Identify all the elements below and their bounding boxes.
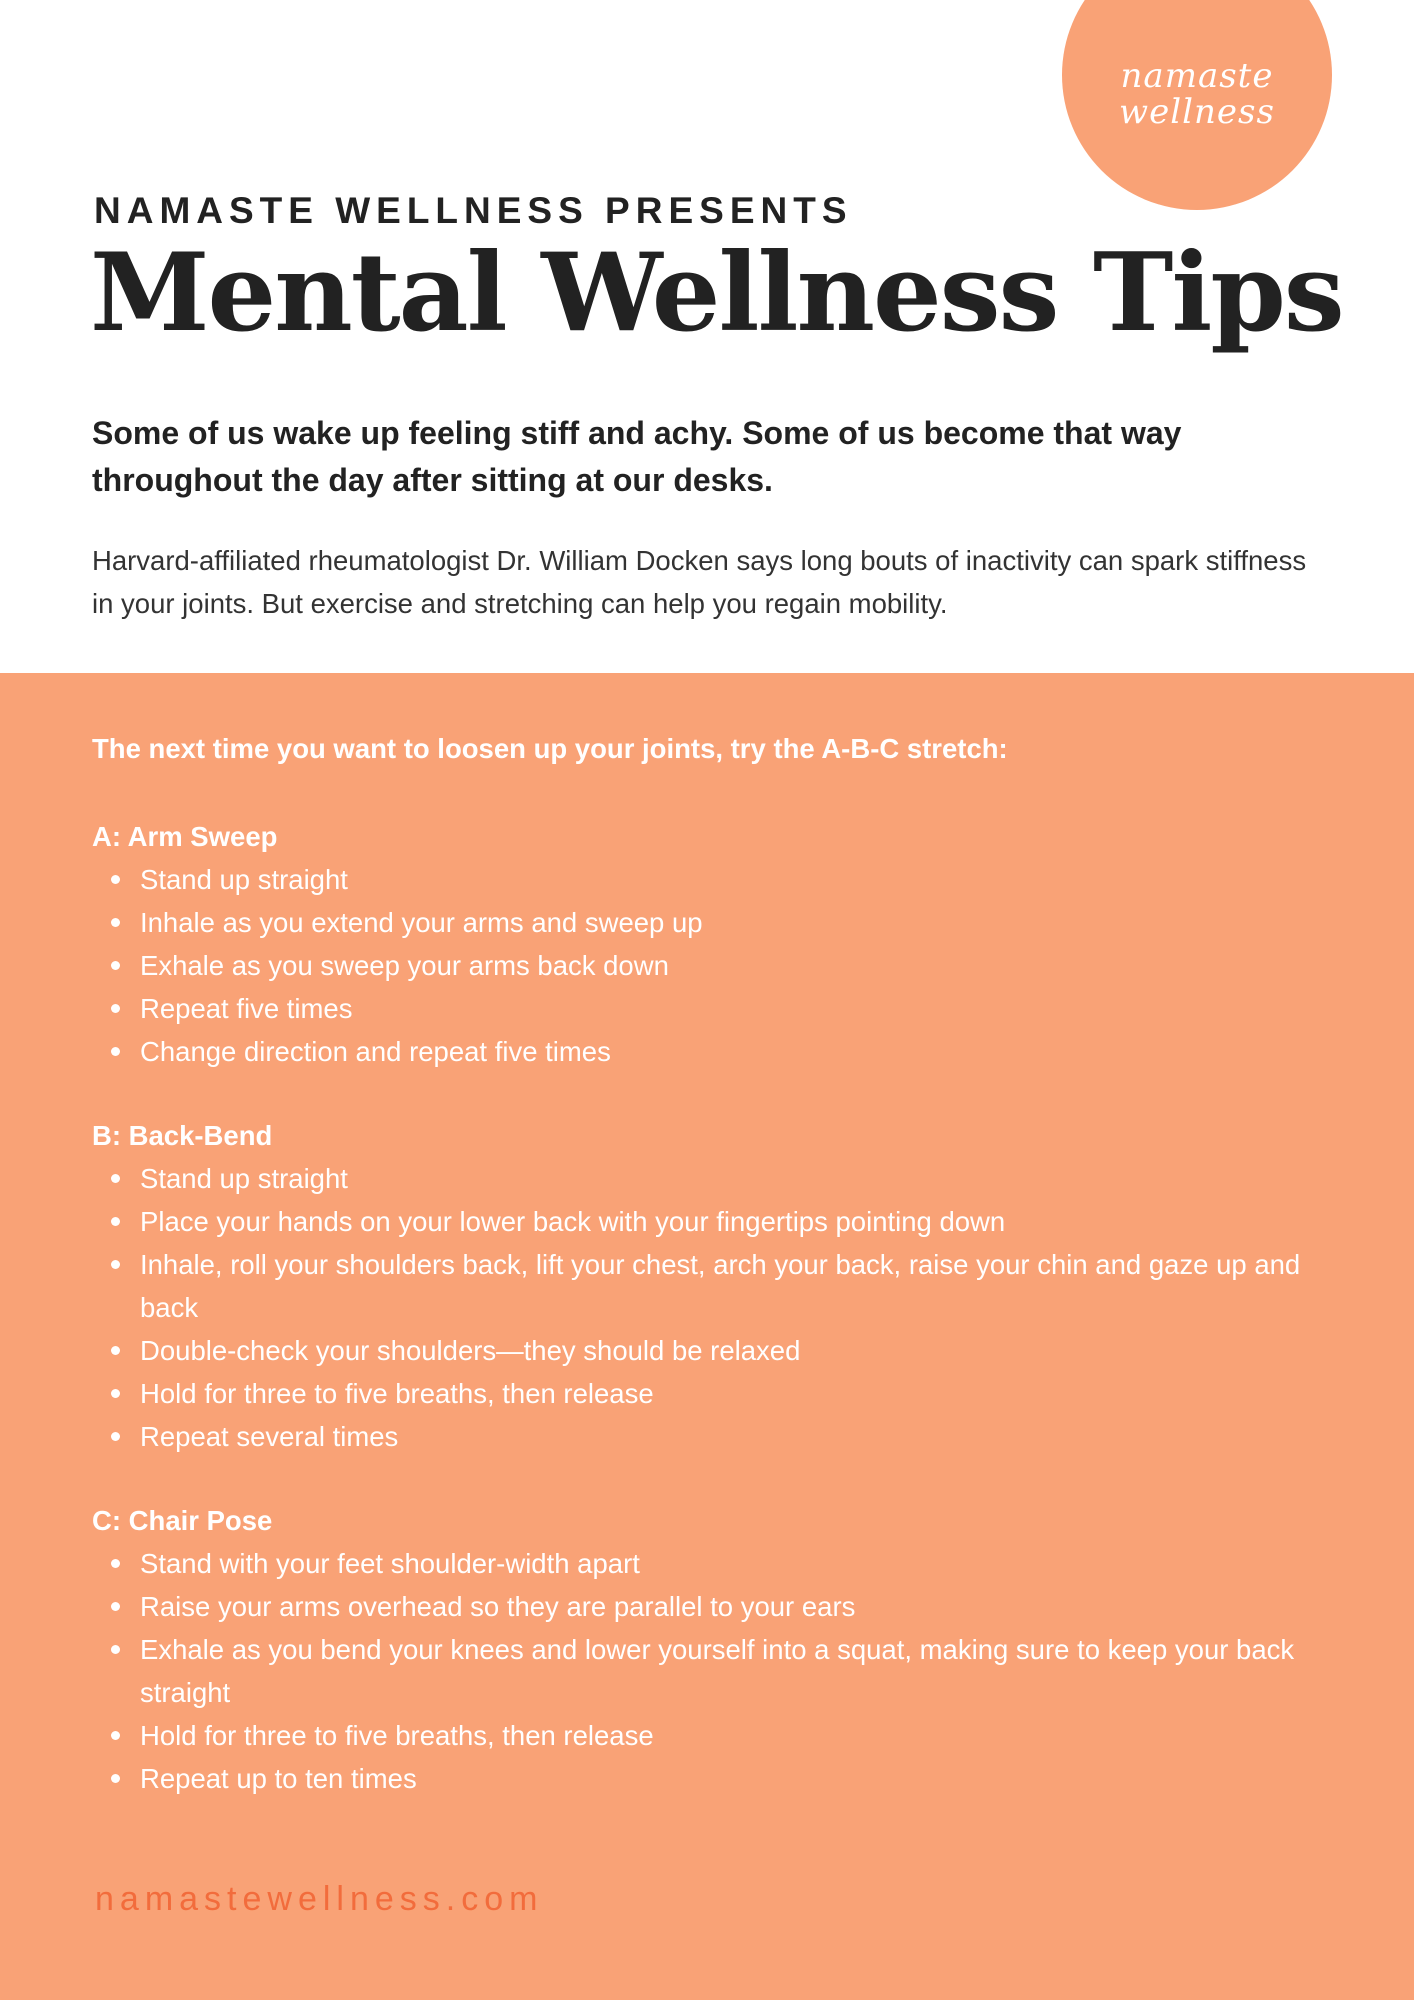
logo-badge <box>1062 0 1332 210</box>
list-item: Raise your arms overhead so they are parallel to your ears <box>140 1585 1332 1628</box>
list-item: Place your hands on your lower back with your fingertips pointing down <box>140 1200 1332 1243</box>
section-chair-pose <box>92 1499 1332 1800</box>
section-heading: C: Chair Pose <box>92 1505 273 1536</box>
list-item: Stand up straight <box>140 1157 1332 1200</box>
list-item: Repeat up to ten times <box>140 1757 1332 1800</box>
logo-text-line2: wellness <box>1119 92 1275 132</box>
list-item: Double-check your shoulders—they should be relaxed <box>140 1329 1332 1372</box>
list-item: Repeat five times <box>140 987 1332 1030</box>
list-item: Repeat several times <box>140 1415 1332 1458</box>
section-heading: B: Back-Bend <box>92 1120 273 1151</box>
list-item: Change direction and repeat five times <box>140 1030 1332 1073</box>
eyebrow-heading: NAMASTE WELLNESS PRESENTS <box>94 190 853 231</box>
step-list <box>92 1542 1332 1800</box>
intro-paragraph: Harvard-affiliated rheumatologist Dr. William Docken says long bouts of inactivity can spark stiffness in your joints. But exercise and stretching can help you regain mobility. <box>92 545 1307 619</box>
lead-paragraph: Some of us wake up feeling stiff and achy. Some of us become that way throughout the day after sitting at our desks. <box>92 415 1182 498</box>
list-item: Inhale, roll your shoulders back, lift your chest, arch your back, raise your chin and gaze up and back <box>140 1243 1332 1329</box>
logo-text-line1: namaste <box>1120 56 1274 96</box>
panel-intro: The next time you want to loosen up your joints, try the A-B-C stretch: <box>92 733 1008 764</box>
page-title: Mental Wellness Tips <box>90 230 1343 356</box>
list-item: Exhale as you bend your knees and lower yourself into a squat, making sure to keep your back straight <box>140 1628 1332 1714</box>
stretch-panel <box>0 673 1414 2000</box>
step-list <box>92 858 1332 1073</box>
step-list <box>92 1157 1332 1458</box>
section-arm-sweep <box>92 815 1332 1073</box>
list-item: Hold for three to five breaths, then release <box>140 1372 1332 1415</box>
list-item: Inhale as you extend your arms and sweep up <box>140 901 1332 944</box>
footer-website-link[interactable]: namastewellness.com <box>95 1880 544 1918</box>
list-item: Hold for three to five breaths, then release <box>140 1714 1332 1757</box>
list-item: Exhale as you sweep your arms back down <box>140 944 1332 987</box>
section-back-bend <box>92 1114 1332 1458</box>
list-item: Stand up straight <box>140 858 1332 901</box>
list-item: Stand with your feet shoulder-width apart <box>140 1542 1332 1585</box>
section-heading: A: Arm Sweep <box>92 821 278 852</box>
